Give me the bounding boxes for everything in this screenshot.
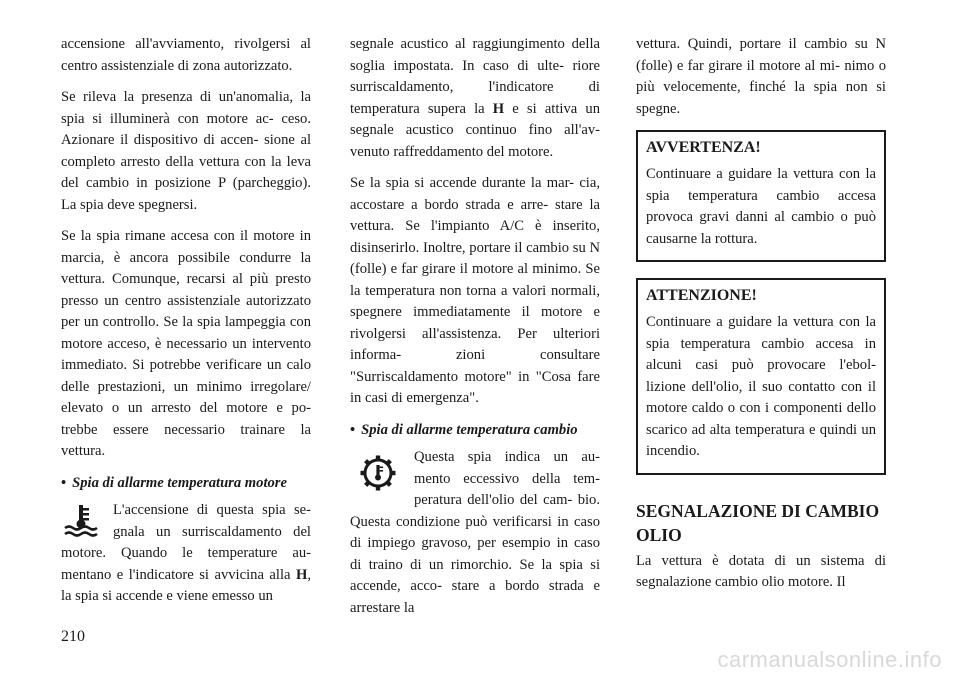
bullet-heading-text: Spia di allarme temperatura motore [72, 474, 287, 491]
paragraph-with-icon: Questa spia indica un au- mento eccessivo della tem- peratura dell'olio del cam- bio. Questa condizione può verificarsi in caso di impiego gravoso, per esempio in caso di traino di un rimorchio. Se la spia si accende, acco- stare a bordo strada e arrestare la [350, 449, 600, 616]
warning-text: Continuare a guidare la vettura con la spia temperatura cambio accesa provoca gravi danni al cambio o può causarne la rottura. [646, 166, 876, 247]
paragraph: Se la spia rimane accesa con il motore in marcia, è ancora possibile condurre la vettura. Comunque, recarsi al più presto presso un centro assistenziale autorizzato per un controllo. Se la spia lampeggia con motore acceso, è necessario un intervento immediato. Si potrebbe verificare un calo delle prestazioni, un minimo irregolare/ elevato o un arresto del motore e po- trebbe essere necessario trainare la vettura. [61, 228, 311, 459]
paragraph: Se rileva la presenza di un'anomalia, la spia si illuminerà con motore ac- ceso. Azionare il dispositivo di accen- sione al completo arresto della vettura con la leva del cambio in posizione P (parcheggio). La spia deve spegnersi. [61, 89, 311, 213]
text-column-1 [61, 34, 311, 618]
caution-title: ATTENZIONE! [646, 287, 757, 304]
warning-title: AVVERTENZA! [646, 139, 761, 156]
paragraph: La vettura è dotata di un sistema di segnalazione cambio olio motore. Il [636, 552, 886, 590]
gauge-h-label: H [295, 566, 308, 583]
engine-coolant-temperature-icon [63, 502, 99, 538]
warning-box [636, 130, 886, 262]
paragraph: Se la spia si accende durante la mar- cia, accostare a bordo strada e arre- stare la vettura. Se l'impianto A/C è inserito, disinserirlo. Inoltre, portare il cambio su N (folle) e far girare il motore al minimo. Se la temperatura non torna a valori normali, spegnere immediatamente il motore e rivolgersi all'assistenza. Per ulteriori informa- zioni consultare "Surriscaldamento motore" in "Cosa fare in casi di emergenza". [350, 175, 600, 406]
paragraph: accensione all'avviamento, rivolgersi al centro assistenziale di zona autorizzato. [61, 36, 311, 74]
paragraph: vettura. Quindi, portare il cambio su N (folle) e far girare il motore al mi- nimo o più velocemente, finché la spia non si spegne. [636, 36, 886, 117]
page-number: 210 [61, 628, 85, 645]
gauge-h-label: H [492, 100, 505, 117]
caution-box [636, 278, 886, 475]
paragraph-with-icon: L'accensione di questa spia se- gnala un surriscaldamento del motore. Quando le temperature au- mentano e l'indicatore si avvicina alla H, la spia si accende e viene emesso un [61, 502, 311, 604]
caution-text: Continuare a guidare la vettura con la spia temperatura cambio accesa in alcuni casi può provocare l'ebol- lizione dell'olio, il suo contatto con il motore caldo o con i componenti dello scarico ad alta temperatura e quindi un incendio. [646, 314, 876, 459]
text-column-2 [350, 34, 600, 629]
bullet-dot: • [61, 474, 67, 491]
transmission-temperature-icon [360, 453, 396, 493]
section-heading: SEGNALAZIONE DI CAMBIO OLIO [636, 500, 880, 545]
bullet-heading-transmission-temp [350, 420, 600, 442]
text-column-3 [636, 34, 886, 604]
watermark: carmanualsonline.info [717, 647, 942, 672]
bullet-heading-text: Spia di allarme temperatura cambio [361, 421, 578, 438]
bullet-heading-engine-temp [61, 473, 311, 495]
bullet-dot: • [350, 421, 356, 438]
paragraph: segnale acustico al raggiungimento della soglia impostata. In caso di ulte- riore surriscaldamento, l'indicatore di temperatura supera la H e si attiva un segnale acustico continuo fino all'av- venuto raffreddamento del motore. [350, 36, 600, 160]
